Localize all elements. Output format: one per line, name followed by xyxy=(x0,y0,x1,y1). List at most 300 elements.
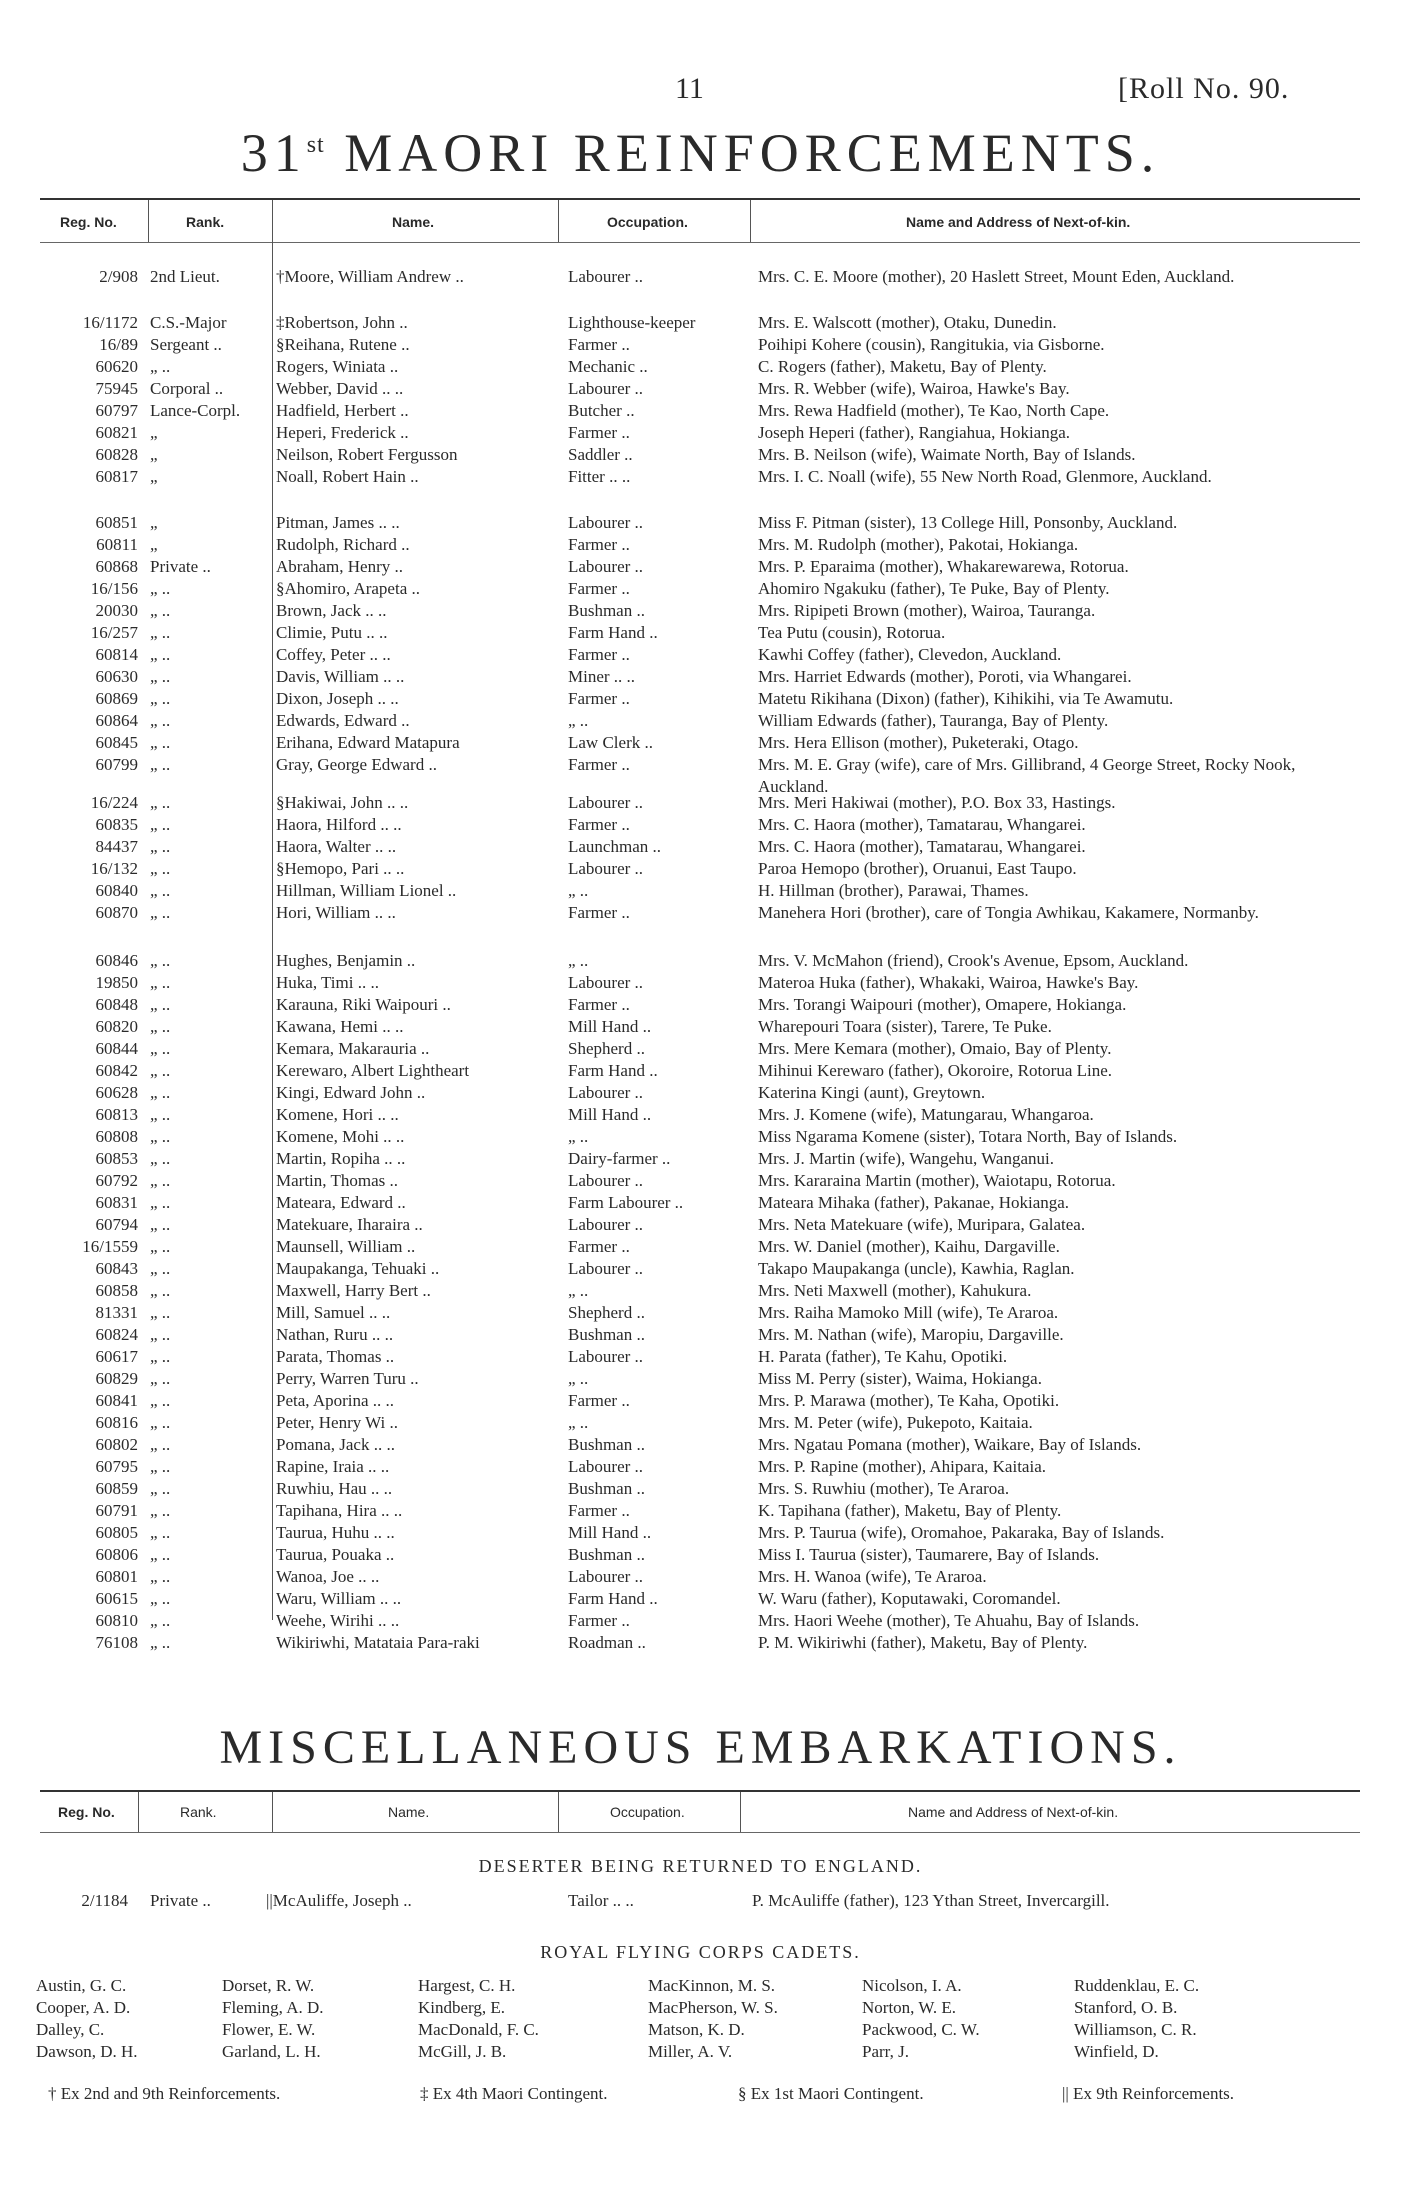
next-of-kin: Mrs. E. Walscott (mother), Otaku, Dunedin. xyxy=(758,313,1057,332)
table-row xyxy=(0,1390,1401,1412)
soldier-name: ‡Robertson, John .. xyxy=(276,313,408,332)
reg-number: 16/156 xyxy=(90,579,138,598)
cadet-name: Packwood, C. W. xyxy=(862,2020,980,2039)
table-row xyxy=(0,1060,1401,1082)
deserter-reg: 2/1184 xyxy=(81,1891,128,1910)
header-rank: Rank. xyxy=(186,214,225,230)
occupation: Labourer .. xyxy=(568,1171,644,1190)
rank: „ .. xyxy=(150,1303,171,1322)
occupation: Farmer .. xyxy=(568,423,630,442)
table-row xyxy=(0,1610,1401,1632)
misc-header-bottom-rule xyxy=(40,1832,1360,1833)
reg-number: 60816 xyxy=(95,1413,138,1432)
next-of-kin: W. Waru (father), Koputawaki, Coromandel. xyxy=(758,1589,1061,1608)
table-row xyxy=(0,1588,1401,1610)
soldier-name: Kawana, Hemi .. .. xyxy=(276,1017,404,1036)
occupation: Mill Hand .. xyxy=(568,1017,652,1036)
soldier-name: Weehe, Wirihi .. .. xyxy=(276,1611,400,1630)
occupation: Mechanic .. xyxy=(568,357,648,376)
next-of-kin: Mrs. Ngatau Pomana (mother), Waikare, Bay of Islands. xyxy=(758,1435,1142,1454)
col-divider xyxy=(148,200,149,242)
rank: „ .. xyxy=(150,1061,171,1080)
table-row xyxy=(0,1148,1401,1170)
soldier-name: Ruwhiu, Hau .. .. xyxy=(276,1479,393,1498)
table-row xyxy=(0,1478,1401,1500)
reg-number: 60620 xyxy=(95,357,138,376)
cadet-name: Williamson, C. R. xyxy=(1074,2020,1197,2039)
reg-number: 60845 xyxy=(95,733,138,752)
rank: „ .. xyxy=(150,579,171,598)
occupation: Labourer .. xyxy=(568,1259,644,1278)
occupation: Farmer .. xyxy=(568,645,630,664)
soldier-name: Komene, Mohi .. .. xyxy=(276,1127,405,1146)
table-row xyxy=(0,1566,1401,1588)
reg-number: 16/132 xyxy=(90,859,138,878)
reg-number: 16/1559 xyxy=(82,1237,138,1256)
next-of-kin: Mrs. P. Taurua (wife), Oromahoe, Pakaraka, Bay of Islands. xyxy=(758,1523,1165,1542)
next-of-kin: Manehera Hori (brother), care of Tongia Awhikau, Kakamere, Normanby. xyxy=(758,903,1259,922)
occupation: Farmer .. xyxy=(568,1391,630,1410)
soldier-name: Abraham, Henry .. xyxy=(276,557,403,576)
rank: „ .. xyxy=(150,951,171,970)
misc-header-kin: Name and Address of Next-of-kin. xyxy=(908,1804,1119,1820)
rank: „ .. xyxy=(150,1171,171,1190)
table-row xyxy=(0,710,1401,732)
soldier-name: Kingi, Edward John .. xyxy=(276,1083,426,1102)
footnote-double-dagger: ‡ Ex 4th Maori Contingent. xyxy=(420,2084,608,2103)
deserter-name: ||McAuliffe, Joseph .. xyxy=(266,1891,412,1910)
reg-number: 60792 xyxy=(95,1171,138,1190)
occupation: Bushman .. xyxy=(568,601,645,620)
occupation: Farm Hand .. xyxy=(568,1061,658,1080)
deserter-rank: Private .. xyxy=(150,1891,211,1910)
reg-number: 81331 xyxy=(95,1303,138,1322)
table-row xyxy=(0,1214,1401,1236)
cadet-name: Norton, W. E. xyxy=(862,1998,956,2017)
table-row xyxy=(0,902,1401,924)
table-row xyxy=(0,814,1401,836)
soldier-name: Nathan, Ruru .. .. xyxy=(276,1325,394,1344)
occupation: Labourer .. xyxy=(568,267,644,286)
next-of-kin: Mihinui Kerewaro (father), Okoroire, Rotorua Line. xyxy=(758,1061,1113,1080)
soldier-name: Hadfield, Herbert .. xyxy=(276,401,409,420)
occupation: Farmer .. xyxy=(568,1611,630,1630)
soldier-name: Wanoa, Joe .. .. xyxy=(276,1567,380,1586)
table-row xyxy=(0,534,1401,556)
cadet-name: Dalley, C. xyxy=(36,2020,105,2039)
occupation: Farmer .. xyxy=(568,903,630,922)
next-of-kin: Katerina Kingi (aunt), Greytown. xyxy=(758,1083,986,1102)
table-row xyxy=(0,1236,1401,1258)
reg-number: 60841 xyxy=(95,1391,138,1410)
reg-number: 16/224 xyxy=(90,793,138,812)
reg-number: 60795 xyxy=(95,1457,138,1476)
deserter-row xyxy=(0,1890,1401,1912)
page-number: 11 xyxy=(675,72,704,105)
table-row xyxy=(0,994,1401,1016)
table-row xyxy=(0,880,1401,902)
next-of-kin: C. Rogers (father), Maketu, Bay of Plenty. xyxy=(758,357,1047,376)
occupation: Shepherd .. xyxy=(568,1303,645,1322)
occupation: Shepherd .. xyxy=(568,1039,645,1058)
cadet-name: Miller, A. V. xyxy=(648,2042,733,2061)
next-of-kin: Mrs. C. E. Moore (mother), 20 Haslett Street, Mount Eden, Auckland. xyxy=(758,267,1235,286)
next-of-kin: Matetu Rikihana (Dixon) (father), Kihikihi, via Te Awamutu. xyxy=(758,689,1174,708)
reg-number: 75945 xyxy=(95,379,138,398)
rank: „ .. xyxy=(150,1083,171,1102)
occupation: Labourer .. xyxy=(568,1083,644,1102)
rank: „ .. xyxy=(150,973,171,992)
next-of-kin: Mrs. Neta Matekuare (wife), Muripara, Galatea. xyxy=(758,1215,1086,1234)
soldier-name: Komene, Hori .. .. xyxy=(276,1105,399,1124)
header-reg: Reg. No. xyxy=(60,214,117,230)
next-of-kin: Miss F. Pitman (sister), 13 College Hill, Ponsonby, Auckland. xyxy=(758,513,1178,532)
table-row xyxy=(0,422,1401,444)
rank: „ .. xyxy=(150,793,171,812)
reg-number: 60811 xyxy=(96,535,138,554)
rank: „ .. xyxy=(150,837,171,856)
table-row xyxy=(0,858,1401,880)
soldier-name: Heperi, Frederick .. xyxy=(276,423,409,442)
next-of-kin: Mrs. Haori Weehe (mother), Te Ahuahu, Bay of Islands. xyxy=(758,1611,1140,1630)
reg-number: 60808 xyxy=(95,1127,138,1146)
table-row xyxy=(0,1500,1401,1522)
next-of-kin: Mrs. I. C. Noall (wife), 55 New North Road, Glenmore, Auckland. xyxy=(758,467,1212,486)
soldier-name: Mateara, Edward .. xyxy=(276,1193,406,1212)
table-row xyxy=(0,732,1401,754)
soldier-name: Hillman, William Lionel .. xyxy=(276,881,457,900)
soldier-name: Maupakanga, Tehuaki .. xyxy=(276,1259,440,1278)
reg-number: 60870 xyxy=(95,903,138,922)
cadet-name: Matson, K. D. xyxy=(648,2020,745,2039)
reg-number: 60814 xyxy=(95,645,138,664)
rank: „ .. xyxy=(150,1611,171,1630)
reg-number: 60615 xyxy=(95,1589,138,1608)
footnote-parallel: || Ex 9th Reinforcements. xyxy=(1062,2084,1235,2103)
next-of-kin: Paroa Hemopo (brother), Oruanui, East Taupo. xyxy=(758,859,1077,878)
rank: „ .. xyxy=(150,1589,171,1608)
next-of-kin: Mrs. V. McMahon (friend), Crook's Avenue, Epsom, Auckland. xyxy=(758,951,1189,970)
reg-number: 60868 xyxy=(95,557,138,576)
next-of-kin: Poihipi Kohere (cousin), Rangitukia, via Gisborne. xyxy=(758,335,1105,354)
next-of-kin: P. M. Wikiriwhi (father), Maketu, Bay of Plenty. xyxy=(758,1633,1088,1652)
deserter-occupation: Tailor .. .. xyxy=(568,1891,634,1910)
soldier-name: Webber, David .. .. xyxy=(276,379,404,398)
next-of-kin: Mrs. C. Haora (mother), Tamatarau, Whangarei. xyxy=(758,815,1086,834)
occupation: Bushman .. xyxy=(568,1545,645,1564)
soldier-name: Mill, Samuel .. .. xyxy=(276,1303,391,1322)
reg-number: 60805 xyxy=(95,1523,138,1542)
soldier-name: Dixon, Joseph .. .. xyxy=(276,689,399,708)
table-row xyxy=(0,1346,1401,1368)
cadet-name: Kindberg, E. xyxy=(418,1998,506,2017)
table-row xyxy=(0,1522,1401,1544)
misc-header-occupation: Occupation. xyxy=(610,1804,685,1820)
next-of-kin: H. Hillman (brother), Parawai, Thames. xyxy=(758,881,1029,900)
reg-number: 60791 xyxy=(95,1501,138,1520)
deserter-heading: DESERTER BEING RETURNED TO ENGLAND. xyxy=(478,1856,923,1876)
occupation: Farm Hand .. xyxy=(568,1589,658,1608)
col-divider xyxy=(558,1792,559,1832)
rank: „ .. xyxy=(150,1435,171,1454)
occupation: Labourer .. xyxy=(568,1347,644,1366)
soldier-name: Noall, Robert Hain .. xyxy=(276,467,419,486)
next-of-kin: Mrs. H. Wanoa (wife), Te Araroa. xyxy=(758,1567,987,1586)
table-row xyxy=(0,600,1401,622)
rank: „ .. xyxy=(150,1017,171,1036)
reg-number: 60806 xyxy=(95,1545,138,1564)
reg-number: 20030 xyxy=(95,601,138,620)
cadet-name: Austin, G. C. xyxy=(36,1976,127,1995)
occupation: Lighthouse-keeper xyxy=(568,313,696,332)
table-row xyxy=(0,1544,1401,1566)
occupation: Dairy-farmer .. xyxy=(568,1149,671,1168)
reg-number: 60864 xyxy=(95,711,138,730)
occupation: Labourer .. xyxy=(568,557,644,576)
table-row xyxy=(0,836,1401,858)
soldier-name: Kemara, Makarauria .. xyxy=(276,1039,430,1058)
soldier-name: Matekuare, Iharaira .. xyxy=(276,1215,423,1234)
rank: „ .. xyxy=(150,623,171,642)
cadet-name: Nicolson, I. A. xyxy=(862,1976,962,1995)
misc-header-name: Name. xyxy=(388,1804,430,1820)
rank: „ .. xyxy=(150,1501,171,1520)
soldier-name: Edwards, Edward .. xyxy=(276,711,410,730)
rank: „ xyxy=(150,513,158,532)
rank: „ .. xyxy=(150,1391,171,1410)
cadet-name: Stanford, O. B. xyxy=(1074,1998,1178,2017)
next-of-kin: Mrs. Mere Kemara (mother), Omaio, Bay of Plenty. xyxy=(758,1039,1112,1058)
deserter-kin: P. McAuliffe (father), 123 Ythan Street, Invercargill. xyxy=(752,1891,1110,1910)
soldier-name: Davis, William .. .. xyxy=(276,667,405,686)
occupation: Farmer .. xyxy=(568,1501,630,1520)
cadets-heading: ROYAL FLYING CORPS CADETS. xyxy=(540,1942,861,1962)
soldier-name: Maxwell, Harry Bert .. xyxy=(276,1281,431,1300)
occupation: Bushman .. xyxy=(568,1325,645,1344)
occupation: Labourer .. xyxy=(568,973,644,992)
occupation: Bushman .. xyxy=(568,1435,645,1454)
reg-number: 60820 xyxy=(95,1017,138,1036)
reg-number: 60794 xyxy=(95,1215,138,1234)
rank: „ .. xyxy=(150,1545,171,1564)
table-row xyxy=(0,556,1401,578)
table-row xyxy=(0,444,1401,466)
next-of-kin: Miss I. Taurua (sister), Taumarere, Bay of Islands. xyxy=(758,1545,1100,1564)
reg-number: 60859 xyxy=(95,1479,138,1498)
next-of-kin: Mrs. Kararaina Martin (mother), Waiotapu, Rotorua. xyxy=(758,1171,1116,1190)
rank: Sergeant .. xyxy=(150,335,222,354)
occupation: Farmer .. xyxy=(568,815,630,834)
occupation: „ .. xyxy=(568,881,589,900)
occupation: „ .. xyxy=(568,1127,589,1146)
table-row xyxy=(0,622,1401,644)
rank: „ .. xyxy=(150,645,171,664)
soldier-name: Coffey, Peter .. .. xyxy=(276,645,391,664)
occupation: Farmer .. xyxy=(568,535,630,554)
occupation: Labourer .. xyxy=(568,513,644,532)
cadet-name: Hargest, C. H. xyxy=(418,1976,516,1995)
occupation: „ .. xyxy=(568,1369,589,1388)
occupation: Law Clerk .. xyxy=(568,733,653,752)
next-of-kin: Mrs. Raiha Mamoko Mill (wife), Te Araroa. xyxy=(758,1303,1059,1322)
next-of-kin: Materoa Huka (father), Whakaki, Wairoa, Hawke's Bay. xyxy=(758,973,1139,992)
reg-number: 60853 xyxy=(95,1149,138,1168)
cadet-name: Fleming, A. D. xyxy=(222,1998,324,2017)
next-of-kin: K. Tapihana (father), Maketu, Bay of Plenty. xyxy=(758,1501,1062,1520)
reg-number: 60797 xyxy=(95,401,138,420)
rank: „ .. xyxy=(150,1039,171,1058)
soldier-name: §Ahomiro, Arapeta .. xyxy=(276,579,420,598)
occupation: Farmer .. xyxy=(568,689,630,708)
reg-number: 60858 xyxy=(95,1281,138,1300)
reg-number: 60821 xyxy=(95,423,138,442)
rank: „ .. xyxy=(150,1457,171,1476)
next-of-kin: Mrs. J. Komene (wife), Matungarau, Whangaroa. xyxy=(758,1105,1094,1124)
next-of-kin: Mrs. Rewa Hadfield (mother), Te Kao, North Cape. xyxy=(758,401,1110,420)
soldier-name: Wikiriwhi, Matataia Para-raki xyxy=(276,1633,480,1652)
rank: „ .. xyxy=(150,1127,171,1146)
soldier-name: Gray, George Edward .. xyxy=(276,755,437,774)
reg-number: 60842 xyxy=(95,1061,138,1080)
rank: „ .. xyxy=(150,1413,171,1432)
occupation: Farmer .. xyxy=(568,995,630,1014)
soldier-name: Rogers, Winiata .. xyxy=(276,357,399,376)
soldier-name: Hori, William .. .. xyxy=(276,903,396,922)
table-row xyxy=(0,378,1401,400)
misc-title: MISCELLANEOUS EMBARKATIONS. xyxy=(219,1721,1182,1774)
reg-number: 16/1172 xyxy=(82,313,138,332)
reg-number: 84437 xyxy=(95,837,138,856)
rank: Lance-Corpl. xyxy=(150,401,241,420)
occupation: Farmer .. xyxy=(568,335,630,354)
reg-number: 60840 xyxy=(95,881,138,900)
occupation: Labourer .. xyxy=(568,793,644,812)
rank: „ .. xyxy=(150,1347,171,1366)
next-of-kin: Mrs. C. Haora (mother), Tamatarau, Whangarei. xyxy=(758,837,1086,856)
next-of-kin: Mrs. B. Neilson (wife), Waimate North, Bay of Islands. xyxy=(758,445,1136,464)
next-of-kin: Miss M. Perry (sister), Waima, Hokianga. xyxy=(758,1369,1042,1388)
reg-number: 60801 xyxy=(95,1567,138,1586)
table-row xyxy=(0,1280,1401,1302)
next-of-kin: William Edwards (father), Tauranga, Bay of Plenty. xyxy=(758,711,1109,730)
table-row xyxy=(0,1082,1401,1104)
next-of-kin: Ahomiro Ngakuku (father), Te Puke, Bay of Plenty. xyxy=(758,579,1110,598)
next-of-kin: Takapo Maupakanga (uncle), Kawhia, Raglan. xyxy=(758,1259,1075,1278)
occupation: Fitter .. .. xyxy=(568,467,631,486)
rank: „ xyxy=(150,445,158,464)
rank: „ .. xyxy=(150,1237,171,1256)
soldier-name: §Hakiwai, John .. .. xyxy=(276,793,409,812)
footnote-dagger: † Ex 2nd and 9th Reinforcements. xyxy=(48,2084,281,2103)
table-row xyxy=(0,972,1401,994)
next-of-kin: Mateara Mihaka (father), Pakanae, Hokianga. xyxy=(758,1193,1070,1212)
occupation: Farmer .. xyxy=(568,1237,630,1256)
soldier-name: Taurua, Huhu .. .. xyxy=(276,1523,395,1542)
rank: „ .. xyxy=(150,1633,171,1652)
rank: „ xyxy=(150,423,158,442)
soldier-name: Rapine, Iraia .. .. xyxy=(276,1457,390,1476)
next-of-kin: Mrs. Ripipeti Brown (mother), Wairoa, Tauranga. xyxy=(758,601,1096,620)
table-row xyxy=(0,688,1401,710)
rank: „ .. xyxy=(150,995,171,1014)
table-row xyxy=(0,1104,1401,1126)
header-top-rule xyxy=(40,198,1360,200)
soldier-name: Haora, Walter .. .. xyxy=(276,837,397,856)
rank: „ .. xyxy=(150,1479,171,1498)
col-divider xyxy=(750,200,751,242)
table-row xyxy=(0,1324,1401,1346)
table-row xyxy=(0,644,1401,666)
occupation: Farm Hand .. xyxy=(568,623,658,642)
occupation: Labourer .. xyxy=(568,379,644,398)
soldier-name: Tapihana, Hira .. .. xyxy=(276,1501,403,1520)
rank: „ .. xyxy=(150,1193,171,1212)
footnote-section: § Ex 1st Maori Contingent. xyxy=(738,2084,924,2103)
reg-number: 60831 xyxy=(95,1193,138,1212)
reg-number: 60828 xyxy=(95,445,138,464)
cadet-name: MacDonald, F. C. xyxy=(418,2020,539,2039)
reg-number: 60799 xyxy=(95,755,138,774)
next-of-kin: Mrs. Hera Ellison (mother), Puketeraki, Otago. xyxy=(758,733,1079,752)
next-of-kin: Mrs. M. E. Gray (wife), care of Mrs. Gillibrand, 4 George Street, Rocky Nook, Auckland. xyxy=(758,755,1296,796)
rank: „ .. xyxy=(150,1105,171,1124)
occupation: „ .. xyxy=(568,1413,589,1432)
occupation: Labourer .. xyxy=(568,1215,644,1234)
occupation: Labourer .. xyxy=(568,859,644,878)
col-divider xyxy=(138,1792,139,1832)
soldier-name: Waru, William .. .. xyxy=(276,1589,402,1608)
table-row xyxy=(0,1434,1401,1456)
occupation: Mill Hand .. xyxy=(568,1105,652,1124)
cadet-name: Flower, E. W. xyxy=(222,2020,316,2039)
table-row xyxy=(0,356,1401,378)
table-row xyxy=(0,1368,1401,1390)
occupation: Farmer .. xyxy=(568,579,630,598)
reg-number: 60810 xyxy=(95,1611,138,1630)
cadet-name: Parr, J. xyxy=(862,2042,910,2061)
rank: „ .. xyxy=(150,881,171,900)
header-kin: Name and Address of Next-of-kin. xyxy=(906,214,1131,230)
table-row xyxy=(0,1038,1401,1060)
soldier-name: Taurua, Pouaka .. xyxy=(276,1545,395,1564)
soldier-name: Pomana, Jack .. .. xyxy=(276,1435,395,1454)
table-row xyxy=(0,666,1401,688)
table-row xyxy=(0,312,1401,334)
next-of-kin: Tea Putu (cousin), Rotorua. xyxy=(758,623,946,642)
rank: „ .. xyxy=(150,1215,171,1234)
cadet-name: Garland, L. H. xyxy=(222,2042,321,2061)
table-row xyxy=(0,578,1401,600)
occupation: Labourer .. xyxy=(568,1567,644,1586)
header-occupation: Occupation. xyxy=(607,214,688,230)
occupation: Saddler .. xyxy=(568,445,633,464)
rank: „ .. xyxy=(150,1325,171,1344)
next-of-kin: Mrs. Torangi Waipouri (mother), Omapere, Hokianga. xyxy=(758,995,1127,1014)
reg-number: 2/908 xyxy=(99,267,138,286)
reg-number: 60802 xyxy=(95,1435,138,1454)
soldier-name: §Hemopo, Pari .. .. xyxy=(276,859,405,878)
soldier-name: Huka, Timi .. .. xyxy=(276,973,379,992)
next-of-kin: Mrs. W. Daniel (mother), Kaihu, Dargaville. xyxy=(758,1237,1060,1256)
next-of-kin: Mrs. R. Webber (wife), Wairoa, Hawke's Bay. xyxy=(758,379,1070,398)
table-row xyxy=(0,1016,1401,1038)
rank: „ .. xyxy=(150,1259,171,1278)
reg-number: 16/257 xyxy=(90,623,138,642)
next-of-kin: Mrs. Neti Maxwell (mother), Kahukura. xyxy=(758,1281,1032,1300)
reg-number: 60835 xyxy=(95,815,138,834)
rank: „ .. xyxy=(150,711,171,730)
reg-number: 16/89 xyxy=(99,335,138,354)
